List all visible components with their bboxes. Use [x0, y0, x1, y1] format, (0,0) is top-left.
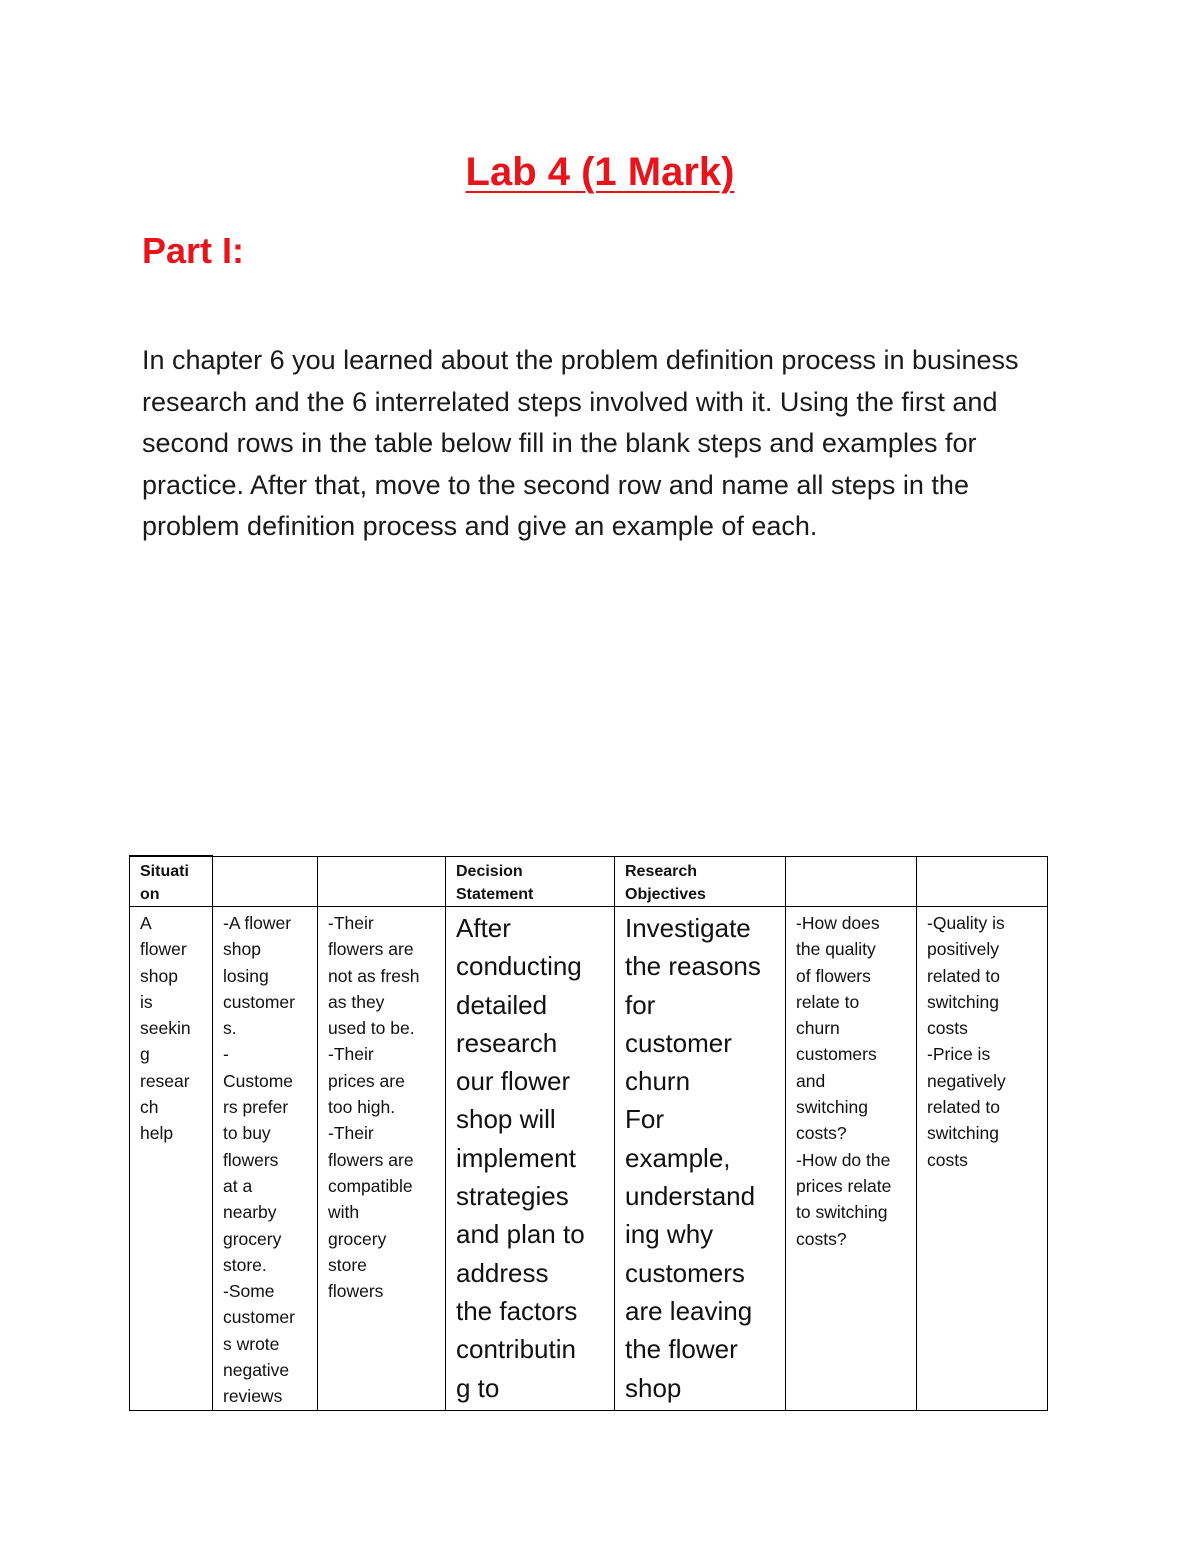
cell-line: switching — [796, 1097, 868, 1118]
cell-line: -A flower — [223, 913, 292, 933]
cell-line: grocery — [328, 1228, 387, 1249]
cell-line: ch — [140, 1097, 159, 1118]
cell-line: shop — [223, 939, 261, 960]
header-blank-4 — [917, 856, 1048, 907]
cell-hypotheses — [917, 907, 1048, 1411]
cell-line: shop will — [456, 1104, 556, 1135]
cell-line: A — [140, 913, 152, 933]
cell-line: ing why — [625, 1219, 714, 1250]
cell-line: costs — [927, 1018, 968, 1039]
part-heading: Part I: — [142, 230, 245, 271]
cell-line: g — [140, 1044, 150, 1065]
cell-line: are leaving — [625, 1295, 753, 1326]
cell-line: contributin — [456, 1334, 576, 1365]
cell-line: Custome — [223, 1070, 294, 1091]
cell-line: store. — [223, 1254, 267, 1275]
cell-line: compatible — [328, 1175, 413, 1196]
cell-line: and — [796, 1070, 826, 1091]
cell-line: related to — [927, 1097, 1000, 1118]
cell-line: positively — [927, 939, 999, 960]
cell-research-objectives — [615, 907, 786, 1411]
header-blank-1 — [213, 856, 318, 907]
header-research-objectives: Research Objectives — [615, 856, 786, 907]
cell-line: churn — [796, 1018, 840, 1039]
cell-line: example, — [625, 1142, 731, 1173]
cell-line: relate to — [796, 991, 860, 1012]
cell-line: g to — [456, 1372, 500, 1403]
cell-line: Investigate — [625, 913, 751, 943]
cell-line: costs — [927, 1149, 968, 1170]
cell-line: prices are — [328, 1070, 405, 1091]
cell-line: help — [140, 1123, 174, 1144]
cell-research-questions — [786, 907, 917, 1411]
cell-line: as they — [328, 991, 385, 1012]
cell-line: research — [456, 1027, 558, 1058]
cell-line: too high. — [328, 1097, 396, 1118]
cell-line: of flowers — [796, 965, 871, 986]
cell-line: customer — [223, 1307, 295, 1328]
cell-line: customers — [796, 1044, 877, 1065]
cell-line: - — [223, 1044, 229, 1065]
cell-line: detailed — [456, 989, 548, 1020]
cell-line: switching — [927, 1123, 999, 1144]
cell-line: store — [328, 1254, 367, 1275]
intro-paragraph: In chapter 6 you learned about the problem definition process in business research and the 6 interrelated steps involved with it. Using the first and second rows in the table below fill in the blank steps and examples for practice. After that, move to the second row and name all steps in the problem definition process and give an example of each. — [142, 345, 1019, 541]
cell-line: rs prefer — [223, 1097, 289, 1118]
cell-line: -Their — [328, 1044, 374, 1065]
cell-line: nearby — [223, 1202, 277, 1223]
cell-line: seekin — [140, 1018, 191, 1039]
cell-line: s wrote — [223, 1333, 280, 1354]
cell-line: -Their — [328, 913, 374, 933]
cell-line: and plan to — [456, 1219, 585, 1250]
header-decision-statement: Decision Statement — [446, 856, 615, 907]
cell-line: After — [456, 913, 511, 943]
document-title: Lab 4 (1 Mark) — [465, 150, 735, 194]
cell-line: flowers — [223, 1149, 279, 1170]
cell-line: is — [140, 991, 153, 1012]
cell-line: -Their — [328, 1123, 374, 1144]
cell-line: not as fresh — [328, 965, 420, 986]
cell-line: to buy — [223, 1123, 271, 1144]
cell-line: costs? — [796, 1123, 847, 1144]
cell-decision-statement — [446, 907, 615, 1411]
cell-line: used to be. — [328, 1018, 415, 1039]
cell-line: with — [328, 1202, 360, 1223]
cell-line: at a — [223, 1175, 253, 1196]
cell-line: the quality — [796, 939, 876, 960]
cell-line: for — [625, 989, 656, 1020]
cell-line: address — [456, 1257, 549, 1288]
cell-line: -How does — [796, 913, 880, 933]
cell-line: implement — [456, 1142, 576, 1173]
cell-line: losing — [223, 965, 269, 986]
cell-line: reviews — [223, 1386, 283, 1407]
cell-line: negative — [223, 1360, 290, 1381]
cell-line: For — [625, 1104, 664, 1135]
cell-line: our flower — [456, 1066, 571, 1097]
cell-line: customers — [625, 1257, 745, 1288]
cell-line: the reasons — [625, 951, 761, 982]
table-header-row — [130, 856, 1048, 907]
header-blank-3 — [786, 856, 917, 907]
cell-situation — [130, 907, 213, 1411]
cell-line: churn — [625, 1066, 691, 1097]
header-blank-2 — [318, 856, 446, 907]
cell-line: related to — [927, 965, 1000, 986]
cell-line: resear — [140, 1070, 190, 1091]
cell-line: customer — [625, 1027, 732, 1058]
cell-line: to switching — [796, 1202, 888, 1223]
cell-line: prices relate — [796, 1175, 892, 1196]
cell-line: grocery — [223, 1228, 282, 1249]
cell-line: the factors — [456, 1295, 578, 1326]
cell-line: -Some — [223, 1281, 275, 1302]
cell-line: flower — [140, 939, 187, 960]
cell-line: strategies — [456, 1181, 569, 1212]
cell-line: shop — [625, 1372, 682, 1403]
problem-definition-table — [129, 855, 1048, 1411]
cell-line: negatively — [927, 1070, 1006, 1091]
cell-causes — [318, 907, 446, 1411]
cell-line: shop — [140, 965, 178, 986]
cell-line: flowers are — [328, 939, 414, 960]
cell-line: -Quality is — [927, 913, 1005, 933]
cell-line: -How do the — [796, 1149, 891, 1170]
header-situation: Situati on — [130, 856, 213, 907]
cell-line: -Price is — [927, 1044, 991, 1065]
cell-line: flowers are — [328, 1149, 414, 1170]
cell-line: understand — [625, 1181, 756, 1212]
cell-line: customer — [223, 991, 295, 1012]
cell-line: the flower — [625, 1334, 738, 1365]
cell-line: flowers — [328, 1281, 384, 1302]
cell-line: conducting — [456, 951, 582, 982]
cell-line: switching — [927, 991, 999, 1012]
cell-line: costs? — [796, 1228, 847, 1249]
table-row — [130, 907, 1048, 1411]
cell-symptoms — [213, 907, 318, 1411]
cell-line: s. — [223, 1018, 237, 1039]
